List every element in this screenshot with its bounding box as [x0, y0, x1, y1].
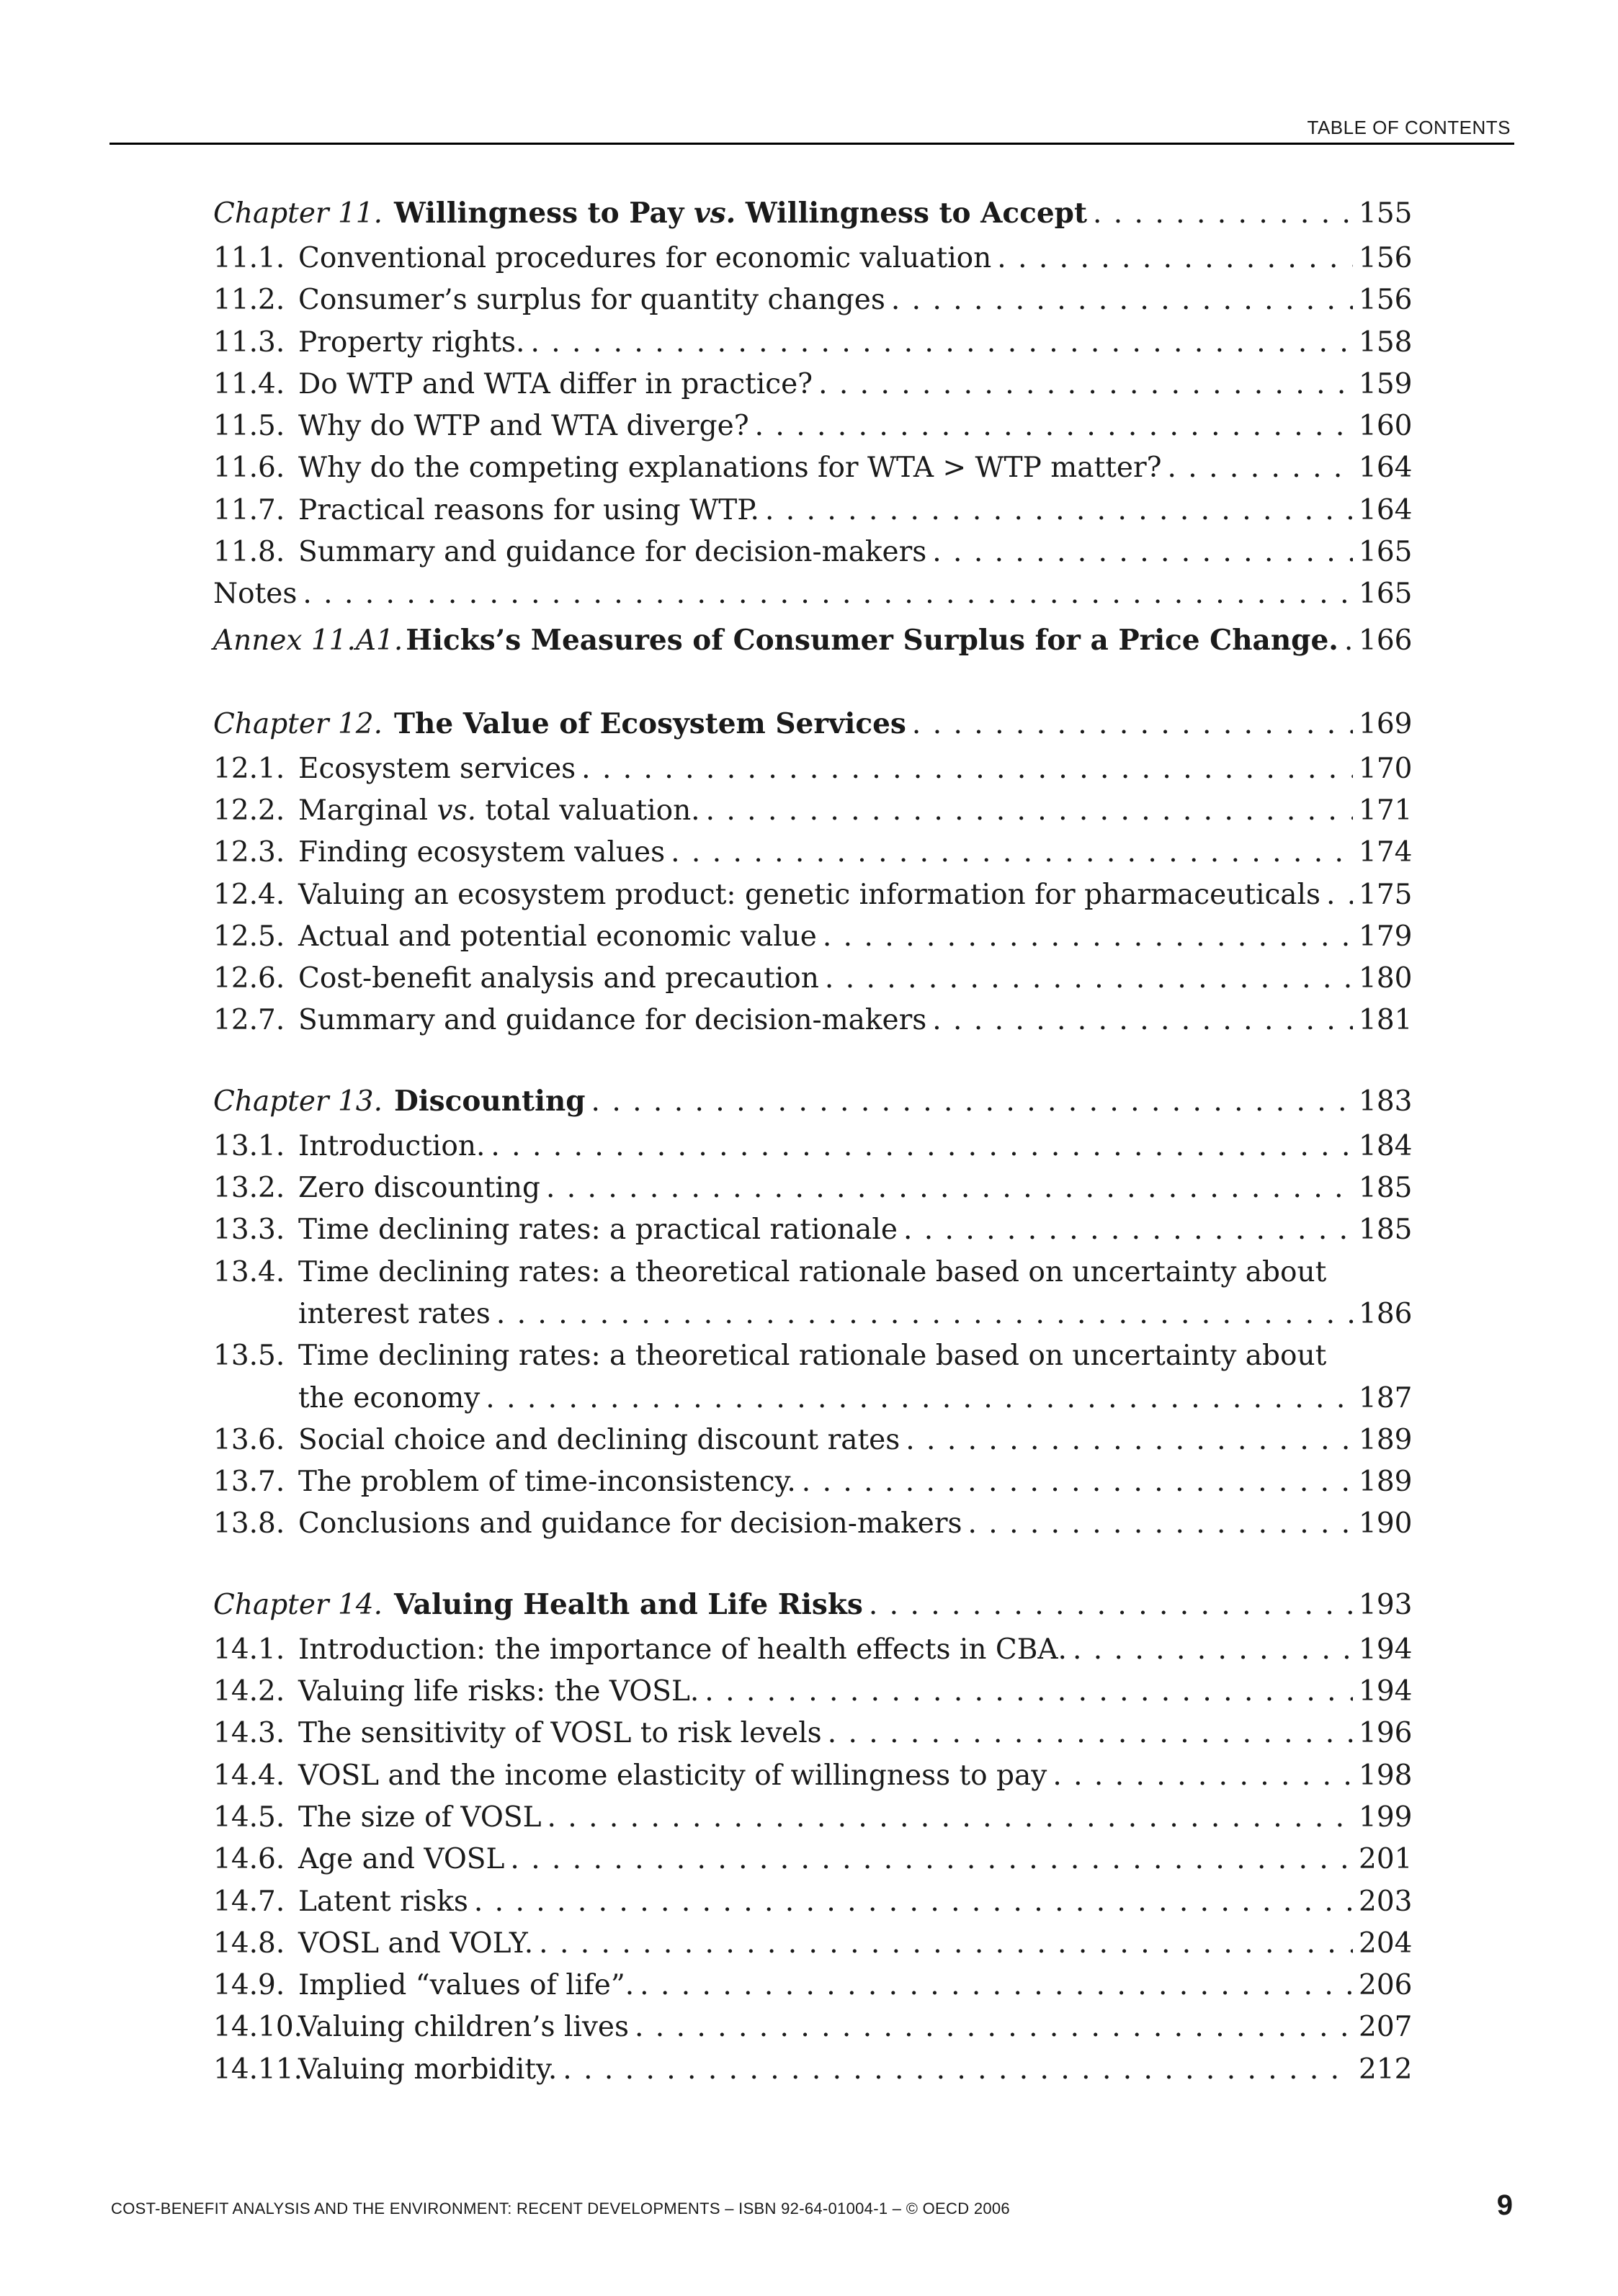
- page-number: 193: [1359, 1588, 1413, 1621]
- section-title: Why do the competing explanations for WTA > WTP matter?: [298, 452, 1162, 485]
- toc-entry[interactable]: [213, 2006, 1413, 2048]
- dot-leader: [474, 1881, 1353, 1923]
- section-number: 14.1.: [213, 1633, 285, 1666]
- dot-leader: [496, 1293, 1353, 1335]
- dot-leader: [968, 1503, 1354, 1545]
- section-number: 11.3.: [213, 326, 285, 359]
- dot-leader: [1344, 616, 1353, 665]
- section-title: Actual and potential economic value: [298, 920, 817, 953]
- chapter-heading-11[interactable]: [213, 189, 1413, 238]
- dot-leader: [755, 405, 1353, 447]
- section-title: The size of VOSL: [298, 1801, 542, 1834]
- annex-label: Annex 11.A1.: [213, 624, 403, 657]
- page-number: 166: [1359, 624, 1413, 657]
- dot-leader: [486, 1378, 1353, 1420]
- section-title: The problem of time-inconsistency.: [298, 1466, 796, 1499]
- section-number: 13.4.: [213, 1255, 285, 1288]
- toc-entry[interactable]: [213, 322, 1413, 364]
- spacer: [213, 1546, 1409, 1580]
- page-number: 185: [1359, 1172, 1413, 1205]
- toc-entry[interactable]: [213, 364, 1413, 405]
- chapter-title: Valuing Health and Life Risks: [394, 1587, 863, 1621]
- running-head: TABLE OF CONTENTS: [1307, 117, 1511, 138]
- section-number: 11.1.: [213, 242, 285, 274]
- section-title: Finding ecosystem values: [298, 836, 666, 869]
- section-title: Introduction.: [298, 1129, 486, 1162]
- dot-leader: [903, 1209, 1353, 1251]
- section-title: Ecosystem services: [298, 752, 576, 785]
- section-number: 12.2.: [213, 794, 285, 827]
- page-number: 212: [1359, 2053, 1413, 2086]
- chapter-title: Discounting: [394, 1084, 586, 1118]
- section-number: 11.4.: [213, 367, 285, 400]
- section-number: 14.2.: [213, 1675, 285, 1708]
- toc-entry[interactable]: [213, 238, 1413, 279]
- page-number: 207: [1359, 2011, 1413, 2044]
- page-number: 156: [1359, 284, 1413, 317]
- dot-leader: [912, 700, 1353, 749]
- page-number: 181: [1359, 1004, 1413, 1037]
- dot-leader: [491, 1126, 1353, 1167]
- dot-leader: [547, 1797, 1354, 1839]
- section-title: Cost-benefit analysis and precaution: [298, 962, 819, 995]
- toc-entry[interactable]: [213, 1629, 1413, 1671]
- toc-entry[interactable]: [213, 1000, 1413, 1041]
- dot-leader: [891, 279, 1353, 321]
- section-number: 14.10.: [213, 2011, 303, 2044]
- page-number: 194: [1359, 1675, 1413, 1708]
- section-title: Age and VOSL: [298, 1843, 505, 1876]
- toc-entry-notes[interactable]: [213, 573, 1413, 615]
- section-number: 11.2.: [213, 284, 285, 317]
- toc-entry[interactable]: [213, 1965, 1413, 2006]
- toc-entry-continuation[interactable]: [213, 1378, 1413, 1420]
- toc-entry[interactable]: [213, 1461, 1413, 1503]
- page-number: 201: [1359, 1843, 1413, 1876]
- spacer: [213, 665, 1409, 699]
- section-number: 13.8.: [213, 1507, 285, 1541]
- toc-entry[interactable]: [213, 1881, 1413, 1923]
- section-number: 14.4.: [213, 1759, 285, 1792]
- dot-leader: [932, 532, 1353, 573]
- toc-entry[interactable]: [213, 874, 1413, 916]
- section-title: Property rights.: [298, 326, 525, 359]
- section-title: Conclusions and guidance for decision-makers: [298, 1507, 962, 1541]
- section-title: Valuing morbidity.: [298, 2053, 558, 2086]
- chapter-label: Chapter 13.: [213, 1085, 383, 1118]
- dot-leader: [1326, 874, 1353, 916]
- section-number: 11.7.: [213, 493, 285, 526]
- page-number: 194: [1359, 1633, 1413, 1666]
- dot-leader: [802, 1461, 1353, 1503]
- section-number: 14.7.: [213, 1885, 285, 1918]
- section-number: 12.3.: [213, 836, 285, 869]
- dot-leader: [539, 1923, 1353, 1965]
- page-number: 204: [1359, 1927, 1413, 1960]
- section-title: Marginal vs. total valuation.: [298, 794, 700, 827]
- section-title: Valuing children’s lives: [298, 2011, 629, 2044]
- chapter-heading-13[interactable]: [213, 1077, 1413, 1126]
- section-title: The sensitivity of VOSL to risk levels: [298, 1717, 822, 1750]
- page-number: 171: [1359, 794, 1413, 827]
- section-title: Introduction: the importance of health effects in CBA.: [298, 1633, 1067, 1666]
- dot-leader: [530, 322, 1353, 364]
- chapter-title: The Value of Ecosystem Services: [394, 707, 906, 740]
- section-title: Consumer’s surplus for quantity changes: [298, 284, 885, 317]
- chapter-label: Chapter 14.: [213, 1588, 383, 1621]
- page-number: 170: [1359, 752, 1413, 785]
- page-number: 179: [1359, 920, 1413, 953]
- dot-leader: [828, 1713, 1353, 1754]
- page-number: 190: [1359, 1507, 1413, 1541]
- toc-entry[interactable]: [213, 1335, 1409, 1377]
- dot-leader: [932, 1000, 1353, 1041]
- dot-leader: [997, 238, 1353, 279]
- toc-entry[interactable]: [213, 1755, 1413, 1797]
- notes-label: Notes: [213, 578, 298, 611]
- section-number: 13.7.: [213, 1466, 285, 1499]
- dot-leader: [635, 2006, 1353, 2048]
- page-number: 160: [1359, 410, 1413, 443]
- section-number: 11.6.: [213, 452, 285, 485]
- chapter-label: Chapter 11.: [213, 197, 383, 230]
- dot-leader: [563, 2049, 1353, 2091]
- section-title: the economy: [298, 1381, 481, 1414]
- dot-leader: [869, 1581, 1353, 1630]
- toc-entry[interactable]: [213, 1126, 1413, 1167]
- page-number: 189: [1359, 1466, 1413, 1499]
- section-title: Summary and guidance for decision-makers: [298, 536, 927, 569]
- toc-entry[interactable]: [213, 1797, 1413, 1839]
- toc-entry[interactable]: [213, 790, 1413, 832]
- section-title: Practical reasons for using WTP.: [298, 493, 759, 526]
- dot-leader: [303, 573, 1353, 615]
- dot-leader: [546, 1167, 1353, 1209]
- page-number: 180: [1359, 962, 1413, 995]
- section-title: Zero discounting: [298, 1172, 540, 1205]
- toc-entry[interactable]: [213, 490, 1413, 532]
- page-number: 186: [1359, 1297, 1413, 1330]
- page-number: 203: [1359, 1885, 1413, 1918]
- section-title: Conventional procedures for economic valuation: [298, 242, 992, 274]
- dot-leader: [1168, 447, 1353, 489]
- toc-entry[interactable]: [213, 2049, 1413, 2091]
- dot-leader: [823, 916, 1353, 958]
- dot-leader: [510, 1839, 1353, 1880]
- section-number: 11.5.: [213, 410, 285, 443]
- dot-leader: [671, 832, 1353, 874]
- section-title: Time declining rates: a practical rationale: [298, 1214, 898, 1247]
- section-title: Implied “values of life”.: [298, 1969, 635, 2002]
- page-number: 169: [1359, 707, 1413, 740]
- toc-entry[interactable]: [213, 916, 1413, 958]
- dot-leader: [818, 364, 1353, 405]
- page-number: 155: [1359, 197, 1413, 230]
- toc-entry[interactable]: [213, 1167, 1413, 1209]
- toc-entry-continuation[interactable]: [213, 1293, 1413, 1335]
- annex-heading[interactable]: [213, 616, 1413, 665]
- toc-entry[interactable]: [213, 279, 1413, 321]
- section-title: Do WTP and WTA differ in practice?: [298, 367, 813, 400]
- page-number: 159: [1359, 367, 1413, 400]
- section-number: 14.3.: [213, 1717, 285, 1750]
- section-number: 13.2.: [213, 1172, 285, 1205]
- page-number: 189: [1359, 1423, 1413, 1456]
- dot-leader: [591, 1077, 1353, 1126]
- toc-entry[interactable]: [213, 1209, 1413, 1251]
- footer-citation: COST-BENEFIT ANALYSIS AND THE ENVIRONMENT: RECENT DEVELOPMENTS – ISBN 92-64-01004-1 – © OECD 2006: [111, 2199, 1010, 2217]
- section-number: 13.6.: [213, 1423, 285, 1456]
- toc-entry[interactable]: [213, 1503, 1413, 1545]
- toc-entry[interactable]: [213, 1923, 1413, 1965]
- toc-entry[interactable]: [213, 532, 1413, 573]
- spacer: [213, 1042, 1409, 1077]
- toc-entry[interactable]: [213, 405, 1413, 447]
- dot-leader: [906, 1420, 1353, 1461]
- toc-entry[interactable]: [213, 1839, 1413, 1880]
- section-number: 12.4.: [213, 878, 285, 911]
- section-number: 12.6.: [213, 962, 285, 995]
- section-number: 13.1.: [213, 1129, 285, 1162]
- page-number: 174: [1359, 836, 1413, 869]
- toc-entry[interactable]: [213, 958, 1413, 1000]
- page-number: 183: [1359, 1085, 1413, 1118]
- section-number: 13.3.: [213, 1214, 285, 1247]
- annex-title: Hicks’s Measures of Consumer Surplus for a Price Change.: [406, 623, 1338, 657]
- chapter-heading-12[interactable]: [213, 699, 1413, 748]
- section-title: Summary and guidance for decision-makers: [298, 1004, 927, 1037]
- section-title: Valuing life risks: the VOSL.: [298, 1675, 700, 1708]
- section-title: Latent risks: [298, 1885, 468, 1918]
- page-number: 164: [1359, 452, 1413, 485]
- toc-entry[interactable]: [213, 447, 1413, 489]
- chapter-label: Chapter 12.: [213, 707, 383, 740]
- toc-entry[interactable]: [213, 832, 1413, 874]
- section-title: Time declining rates: a theoretical rationale based on uncertainty about: [298, 1255, 1327, 1288]
- page-number: 199: [1359, 1801, 1413, 1834]
- page-number: 156: [1359, 242, 1413, 274]
- section-number: 14.11.: [213, 2053, 303, 2086]
- section-number: 12.7.: [213, 1004, 285, 1037]
- section-title: VOSL and the income elasticity of willingness to pay: [298, 1759, 1047, 1792]
- dot-leader: [1093, 189, 1353, 238]
- section-number: 12.1.: [213, 752, 285, 785]
- dot-leader: [1052, 1755, 1353, 1797]
- section-title: Why do WTP and WTA diverge?: [298, 410, 749, 443]
- page-number: 165: [1359, 578, 1413, 611]
- dot-leader: [825, 958, 1353, 1000]
- page-number: 206: [1359, 1969, 1413, 2002]
- chapter-heading-14[interactable]: [213, 1580, 1413, 1629]
- section-title: interest rates: [298, 1297, 491, 1330]
- page-number: 175: [1359, 878, 1413, 911]
- section-number: 13.5.: [213, 1340, 285, 1373]
- page-number: 185: [1359, 1214, 1413, 1247]
- folio-page-number: 9: [1496, 2189, 1513, 2221]
- page-header: [109, 114, 1514, 145]
- section-number: 14.8.: [213, 1927, 285, 1960]
- chapter-title: Willingness to Pay vs. Willingness to Accept: [394, 197, 1087, 230]
- section-number: 14.5.: [213, 1801, 285, 1834]
- section-number: 11.8.: [213, 536, 285, 569]
- page-number: 158: [1359, 326, 1413, 359]
- dot-leader: [640, 1965, 1353, 2006]
- page-number: 187: [1359, 1381, 1413, 1414]
- section-title: Valuing an ecosystem product: genetic information for pharmaceuticals: [298, 878, 1321, 911]
- page-number: 196: [1359, 1717, 1413, 1750]
- toc-entry[interactable]: [213, 1671, 1413, 1713]
- section-number: 14.9.: [213, 1969, 285, 2002]
- page-number: 198: [1359, 1759, 1413, 1792]
- dot-leader: [705, 1671, 1353, 1713]
- table-of-contents: [213, 189, 1413, 2091]
- section-title: Social choice and declining discount rates: [298, 1423, 900, 1456]
- section-number: 14.6.: [213, 1843, 285, 1876]
- dot-leader: [1073, 1629, 1353, 1671]
- toc-entry[interactable]: [213, 748, 1413, 790]
- toc-entry[interactable]: [213, 1420, 1413, 1461]
- page-number: 165: [1359, 536, 1413, 569]
- section-title: Time declining rates: a theoretical rationale based on uncertainty about: [298, 1340, 1327, 1373]
- dot-leader: [581, 748, 1353, 790]
- toc-entry[interactable]: [213, 1713, 1413, 1754]
- page-number: 164: [1359, 493, 1413, 526]
- section-number: 12.5.: [213, 920, 285, 953]
- dot-leader: [765, 490, 1353, 532]
- dot-leader: [706, 790, 1353, 832]
- toc-entry[interactable]: [213, 1252, 1409, 1293]
- page-number: 184: [1359, 1129, 1413, 1162]
- section-title: VOSL and VOLY.: [298, 1927, 534, 1960]
- page-footer: [109, 2189, 1514, 2230]
